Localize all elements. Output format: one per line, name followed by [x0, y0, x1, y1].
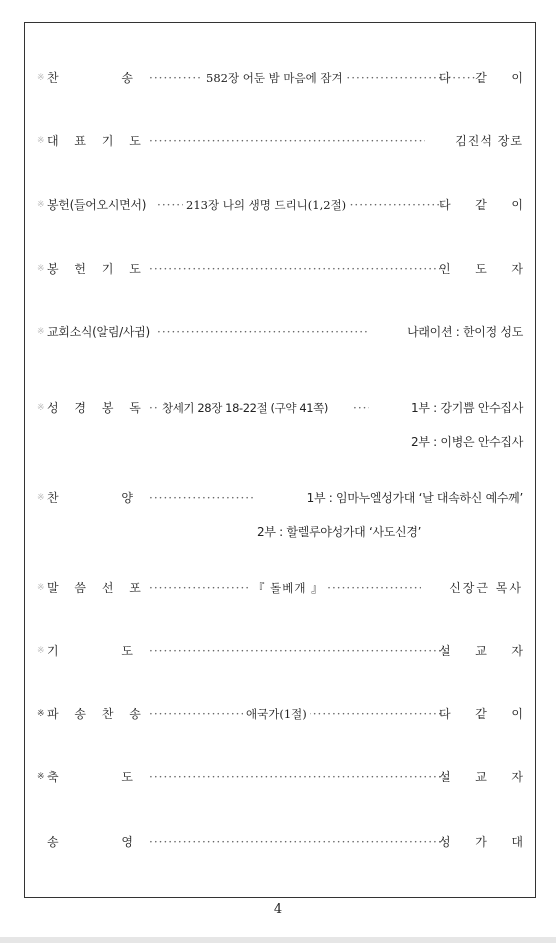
- row-title: 송 영: [47, 835, 133, 849]
- bullet-mark: ※: [37, 709, 45, 719]
- leader-dots: [149, 130, 425, 152]
- program-row-scripture-reading: [25, 397, 535, 419]
- program-row-representative-prayer: [25, 130, 535, 152]
- row-right: 신장근 목사: [449, 581, 523, 595]
- program-row-offering: [25, 194, 535, 216]
- row-right: 설 교 자: [439, 770, 523, 784]
- row-title: 찬 송: [47, 71, 133, 85]
- row-middle: 582장 어둔 밤 마음에 잠겨: [203, 67, 346, 89]
- row-title: 성 경 봉 독: [47, 401, 147, 415]
- leader-dots: [353, 397, 369, 419]
- row-right-second-line: 2부 : 이병은 안수집사: [411, 435, 523, 449]
- program-row-benediction: [25, 766, 535, 788]
- row-title: 파 송 찬 송: [47, 707, 147, 721]
- leader-dots: [149, 766, 447, 788]
- program-row-sending-hymn: [25, 703, 535, 725]
- row-middle: 창세기 28장 18-22절 (구약 41쪽): [159, 397, 331, 419]
- program-row-church-news: [25, 321, 535, 343]
- row-middle: 213장 나의 생명 드리니(1,2절): [183, 194, 349, 216]
- row-title: 찬 양: [47, 491, 133, 505]
- row-right: 다 같 이: [439, 198, 523, 212]
- page-number: 4: [273, 902, 283, 917]
- row-title: 말 씀 선 포: [47, 581, 147, 595]
- row-right: 다 같 이: [439, 71, 523, 85]
- sermon-title: 『 돌베개 』: [250, 577, 327, 599]
- row-right: 나래이션 : 한이정 성도: [407, 325, 523, 339]
- row-right: 1부 : 강기쁨 안수집사: [411, 401, 523, 415]
- leader-dots: [149, 831, 447, 853]
- bullet-mark: ※: [37, 646, 45, 656]
- row-middle: 애국가(1절): [243, 703, 310, 725]
- row-title: 봉헌(들어오시면서): [47, 198, 147, 212]
- bullet-mark: ※: [37, 772, 45, 782]
- row-right: 인 도 자: [439, 262, 523, 276]
- bullet-mark: ※: [37, 73, 45, 83]
- row-title: 축 도: [47, 770, 133, 784]
- row-title: 교회소식(알림/사귐): [47, 325, 150, 339]
- program-row-hymn: [25, 67, 535, 89]
- program-row-praise: [25, 487, 535, 509]
- program-row-sermon: [25, 577, 535, 599]
- leader-dots: [157, 321, 369, 343]
- row-right: 김진석 장로: [455, 134, 523, 148]
- bullet-mark: ※: [37, 136, 45, 146]
- leader-dots: [149, 258, 447, 280]
- row-right-second-line: 2부 : 할렐루야성가대 ‘사도신경’: [257, 525, 422, 539]
- bullet-mark: ※: [37, 264, 45, 274]
- bullet-mark: ※: [37, 200, 45, 210]
- program-row-offering-prayer: [25, 258, 535, 280]
- row-title: 봉 헌 기 도: [47, 262, 147, 276]
- bullet-mark: ※: [37, 327, 45, 337]
- row-right: 성 가 대: [439, 835, 523, 849]
- program-row-doxology: [25, 831, 535, 853]
- bottom-divider: [0, 937, 556, 943]
- row-right: 다 같 이: [439, 707, 523, 721]
- leader-dots: [149, 487, 255, 509]
- program-row-prayer: [25, 640, 535, 662]
- row-title: 기 도: [47, 644, 133, 658]
- row-title: 대 표 기 도: [47, 134, 147, 148]
- row-right: 1부 : 임마누엘성가대 ‘날 대속하신 예수께’: [306, 491, 523, 505]
- row-right: 설 교 자: [439, 644, 523, 658]
- leader-dots: [149, 640, 447, 662]
- program-frame: [24, 22, 536, 898]
- bullet-mark: ※: [37, 493, 45, 503]
- bullet-mark: ※: [37, 583, 45, 593]
- bullet-mark: ※: [37, 403, 45, 413]
